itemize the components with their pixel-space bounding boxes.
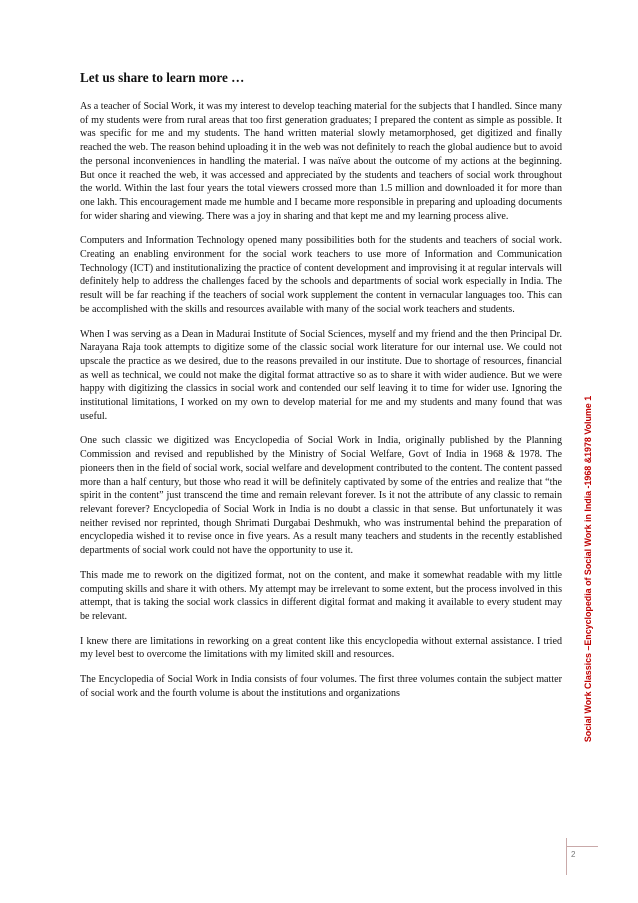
paragraph-ict: Computers and Information Technology opened many possibilities both for the students and teachers of social work. Creating an enabling environment for the social work teachers to use more of Information and Communication Technology (ICT) and institutionalizing the practice of content development and improvising it at regular intervals will definitely help to address the challenges faced by the schools and departments of social work especially in India. The result will be far reaching if the teachers of social work supplement the content in vernacular languages too. This can be accomplished with the skills and resources available with many of the social work teachers and students. — [80, 235, 562, 315]
paragraph-limitations: I knew there are limitations in reworking on a great content like this encyclopedia without external assistance. I tried my level best to overcome the limitations with my limited skill and resources. — [80, 635, 562, 661]
page-number: 2 — [571, 850, 576, 859]
paragraph-volumes: The Encyclopedia of Social Work in India consists of four volumes. The first three volumes contain the subject matter of social work and the fourth volume is about the institutions and organizations — [80, 674, 562, 699]
main-content — [80, 70, 562, 711]
paragraph-madurai: When I was serving as a Dean in Madurai Institute of Social Sciences, myself and my friend and the then Principal Dr. Narayana Raja took attempts to digitize some of the classic social work literature for our internal use. We could not upscale the practice as we desired, due to the reasons prevailed in our institute. Due to shortage of resources, financial as well as technical, we could not make the digital format attractive so as to share it with wider audience. But we were happy with digitizing the classics in social work and contended our self leaving it to time for wider use. Ignoring the institutional limitations, I worked on my own to develop material for me and my students and many found that was useful. — [80, 328, 562, 422]
footer-rule-vertical — [566, 838, 567, 875]
footer-rule-horizontal — [566, 846, 598, 847]
page-title: Let us share to learn more … — [80, 70, 245, 85]
side-running-title-text: Social Work Classics –Encyclopedia of Social Work in India -1968 &1978 Volume 1 — [583, 395, 594, 742]
side-running-title — [574, 300, 602, 837]
paragraph-rework: This made me to rework on the digitized format, not on the content, and make it somewhat readable with my little computing skills and share it with others. My attempt may be irrelevant to some extent, but the process involved in this attempt, that is taking the social work classics in different digital format and making it available to every student may be relevant. — [80, 569, 562, 622]
paragraph-encyclopedia: One such classic we digitized was Encyclopedia of Social Work in India, originally published by the Planning Commission and revised and republished by the Ministry of Social Welfare, Govt of India in 1968 & 1978. The pioneers then in the field of social work, social welfare and development contributed to the content. The content passed more than a half century, but those who read it will be definitely captivated by some of the entries and realize that “the spirit in the content” just transcend the time and remain relevant forever. Is it not the attribute of any classic to remain relevant forever? Encyclopedia of Social Work in India is no doubt a classic in that sense. But unfortunately it was neither revised nor reprinted, though Shrimati Durgabai Deshmukh, who was instrumental behind the preparation of encyclopedia wished it to revise once in five years. As a result many teachers and students in the recently established departments of social work could not have the opportunity to use it. — [80, 435, 562, 557]
paragraph-intro: As a teacher of Social Work, it was my interest to develop teaching material for the subjects that I handled. Since many of my students were from rural areas that too first generation graduates; I prepared the content as simple as possible. It was specific for me and my students. The hand written material slowly metamorphosed, get digitized and finally reached the web. The reason behind uploading it in the web was not definitely to reach the global audience but to avoid the personal inconveniences in handling the material. I was naïve about the outcome of my actions at the beginning. But once it reached the web, it was accessed and appreciated by the students and teachers of social work throughout the world. Within the last four years the total viewers crossed more than 1.5 million and downloaded it for more than one lakh. This encouragement made me humble and I became more responsible in preparing and uploading documents for wider sharing and viewing. There was a joy in sharing and that kept me and my learning process alive. — [80, 101, 562, 222]
